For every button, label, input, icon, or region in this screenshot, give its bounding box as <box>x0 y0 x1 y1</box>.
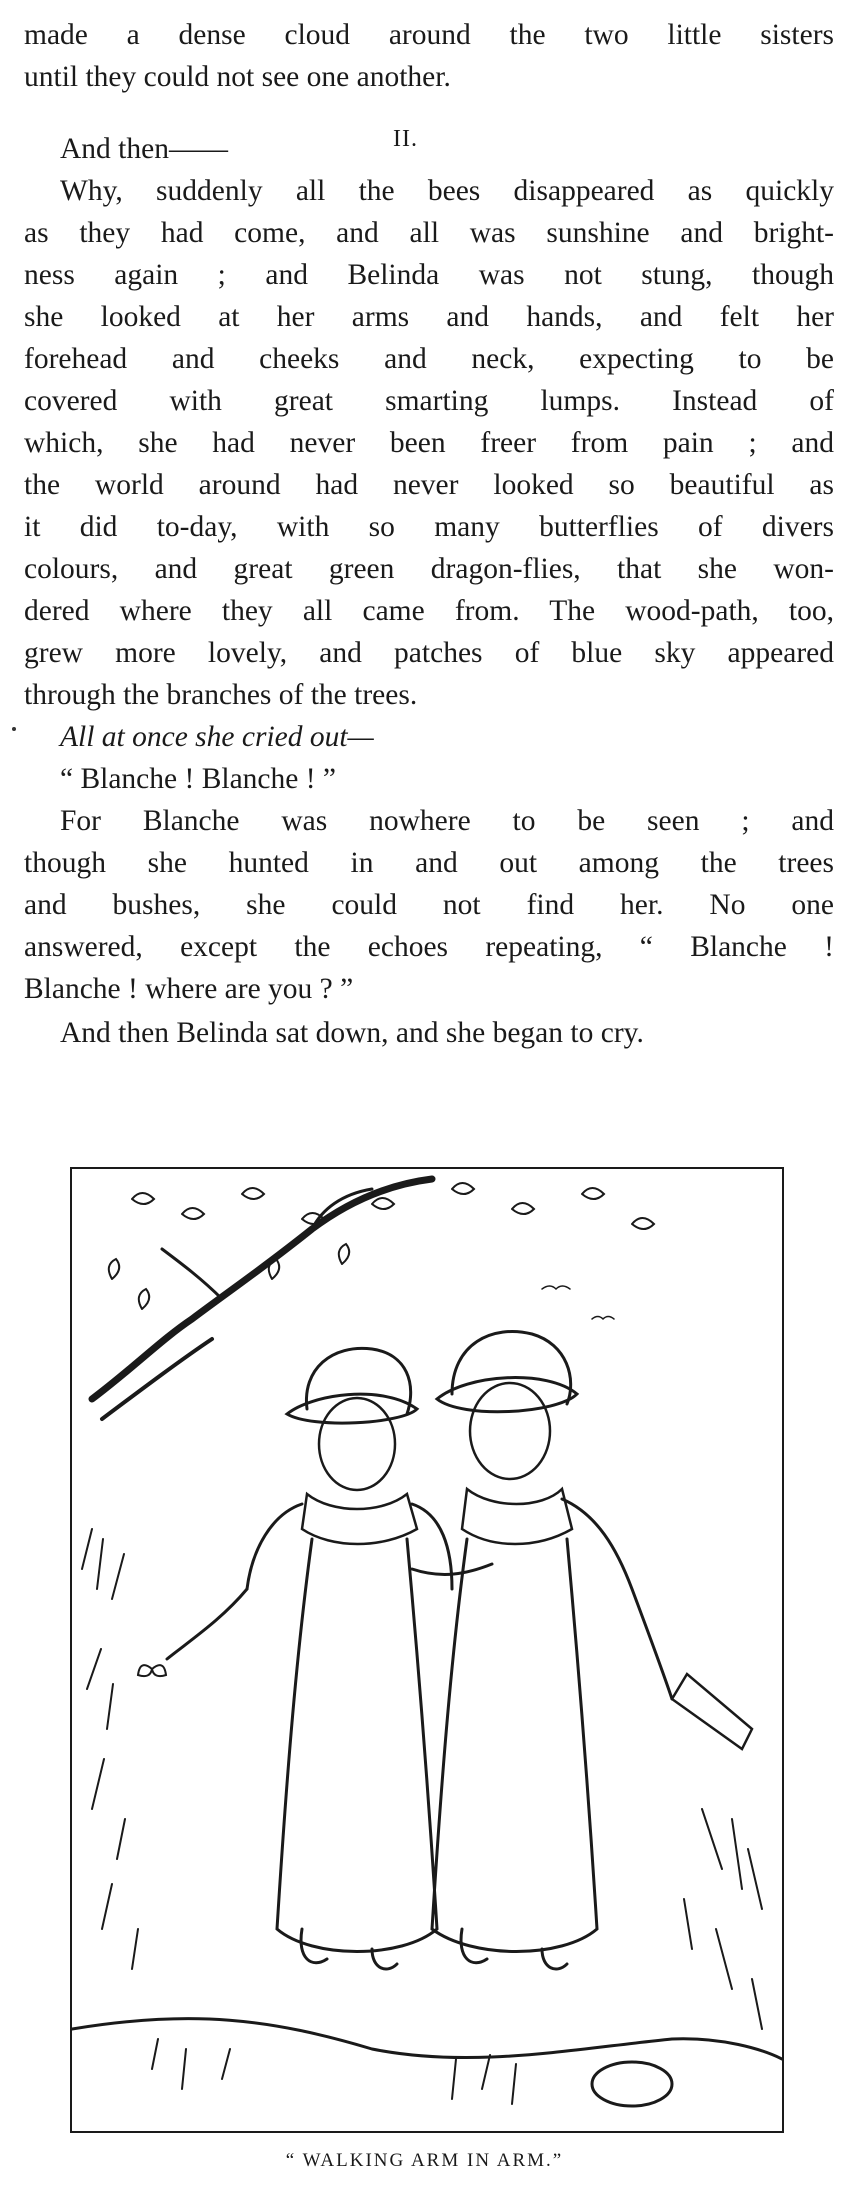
paragraph-bees-disappeared <box>24 170 834 716</box>
text-line: Blanche ! where are you ? ” <box>24 973 354 1005</box>
text-line: covered with great smarting lumps. Instead of <box>24 385 834 417</box>
section-number: II. <box>393 126 418 152</box>
text-line: “ Blanche ! Blanche ! ” <box>60 763 337 795</box>
paragraph-bee-cloud <box>24 14 834 98</box>
text-line: it did to-day, with so many butterflies of divers <box>24 511 834 543</box>
text-line: Why, suddenly all the bees disappeared as quickly <box>60 175 834 207</box>
text-line: as they had come, and all was sunshine and bright- <box>24 217 834 249</box>
text-line: and bushes, she could not find her. No one <box>24 889 834 921</box>
text-line: grew more lovely, and patches of blue sky appeared <box>24 637 834 669</box>
engraving-drawing <box>72 1169 782 2131</box>
illustration-caption: “ WALKING ARM IN ARM.” <box>285 2150 564 2171</box>
text-line: And then—— <box>60 133 228 165</box>
text-line: which, she had never been freer from pain ; and <box>24 427 834 459</box>
text-line: until they could not see one another. <box>24 61 451 93</box>
text-line: through the branches of the trees. <box>24 679 418 711</box>
paragraph-cried-out <box>24 716 834 758</box>
text-line: the world around had never looked so beautiful as <box>24 469 834 501</box>
text-line: forehead and cheeks and neck, expecting to be <box>24 343 834 375</box>
engraving-illustration <box>70 1167 784 2133</box>
text-line: though she hunted in and out among the trees <box>24 847 834 879</box>
paragraph-and-then <box>24 128 834 170</box>
text-line: dered where they all came from. The wood-path, too, <box>24 595 834 627</box>
text-line: And then Belinda sat down, and she began to cry. <box>60 1017 644 1049</box>
paragraph-belinda-cries <box>24 1012 834 1054</box>
paragraph-blanche-missing <box>24 800 834 1010</box>
paragraph-calling-blanche <box>24 758 834 800</box>
text-line: All at once she cried out— <box>60 721 374 753</box>
text-line: answered, except the echoes repeating, “ Blanche ! <box>24 931 834 963</box>
text-line: made a dense cloud around the two little sisters <box>24 19 834 51</box>
text-line: she looked at her arms and hands, and felt her <box>24 301 834 333</box>
text-line: ness again ; and Belinda was not stung, though <box>24 259 834 291</box>
text-line: colours, and great green dragon-flies, that she won- <box>24 553 834 585</box>
text-line: For Blanche was nowhere to be seen ; and <box>60 805 834 837</box>
ink-speck <box>12 727 16 731</box>
